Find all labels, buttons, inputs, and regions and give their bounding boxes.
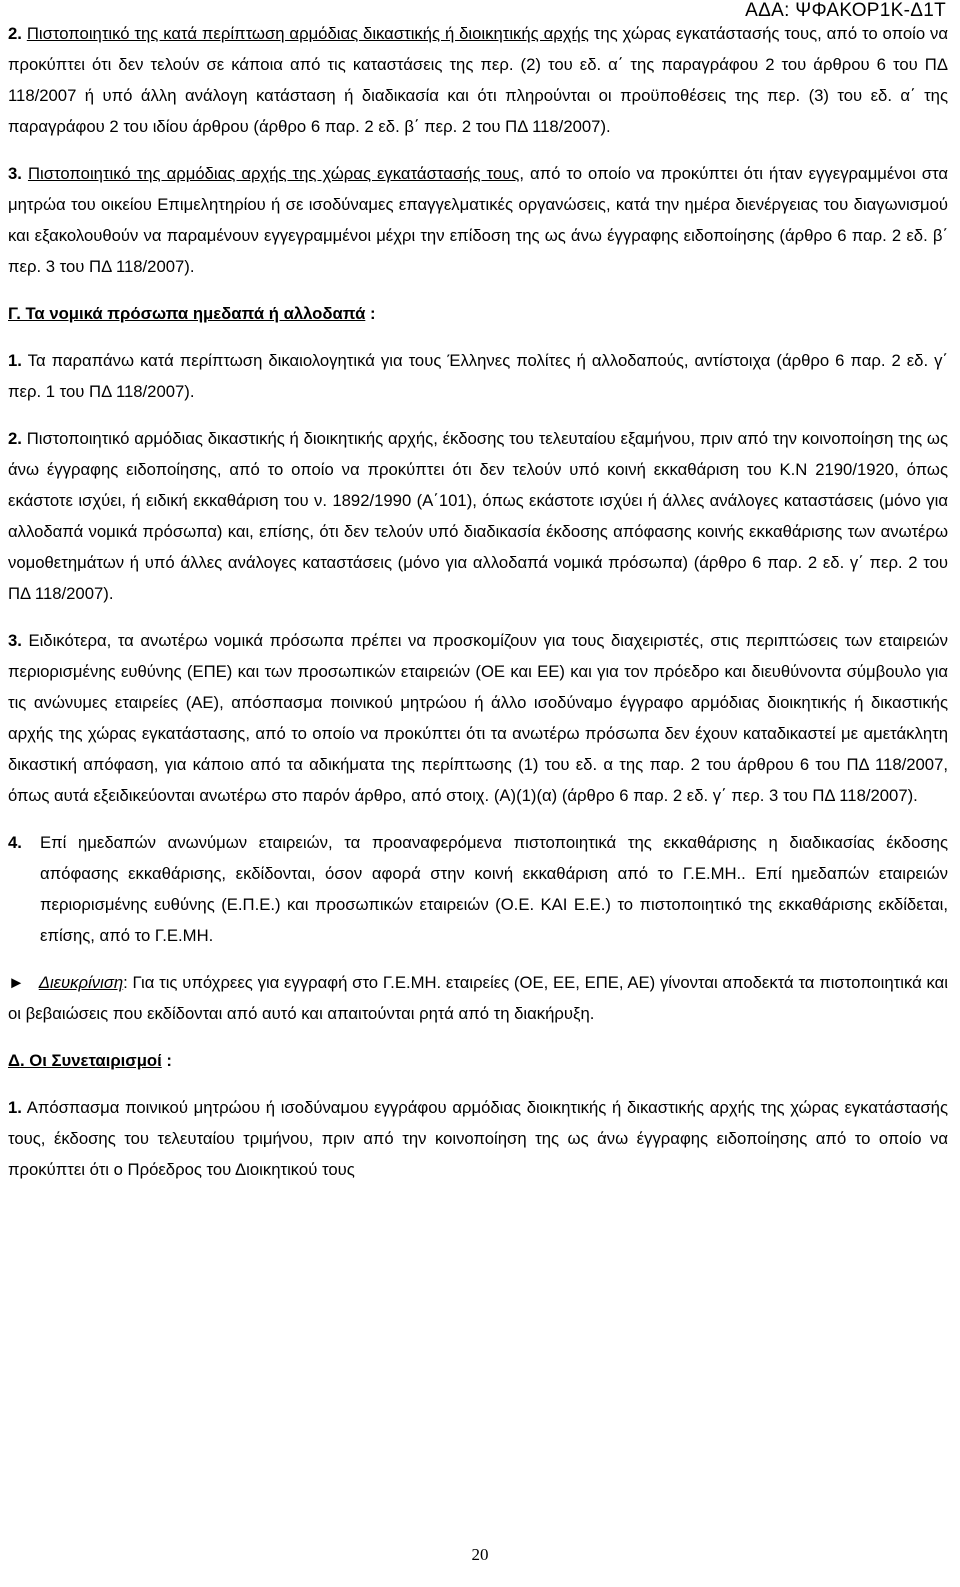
underlined-text: Πιστοποιητικό της αρμόδιας αρχής της χώρας εγκατάστασής τους: [27, 164, 520, 183]
item-number: 1.: [8, 1098, 22, 1117]
g-item-3: [8, 625, 948, 811]
paragraph-text: της χώρας εγκατάστασής τους, από το οποίο να προκύπτει ότι δεν τελούν σε κάποια από τις καταστάσεις της περ. (2) του εδ. α΄ της παραγράφου 2 του άρθρου 6 του ΠΔ 118/2007 ή υπό άλλη ανάλογη κατάσταση ή διαδικασία και ότι πληρούνται οι προϋποθέσεις της περ. (3) του εδ. α΄ της παραγράφου 2 του ιδίου άρθρου (άρθρο 6 παρ. 2 εδ. β΄ περ. 2 του ΠΔ 118/2007).: [8, 24, 948, 136]
item-text: Τα παραπάνω κατά περίπτωση δικαιολογητικά για τους Έλληνες πολίτες ή αλλοδαπούς, αντίστοιχα (άρθρο 6 παρ. 2 εδ. γ΄ περ. 1 του ΠΔ 118/2007).: [8, 351, 948, 401]
item-number: 3.: [8, 631, 22, 650]
heading-colon: :: [161, 1051, 172, 1070]
g-item-2: [8, 423, 948, 609]
item-number: 3.: [8, 164, 22, 183]
item-text: Πιστοποιητικό αρμόδιας δικαστικής ή διοικητικής αρχής, έκδοσης του τελευταίου εξαμήνου, πριν από την κοινοποίηση της ως άνω έγγραφης ειδοποίησης, από το οποίο να προκύπτει ότι δεν τελούν υπό κοινή εκκαθάριση του Κ.Ν 2190/1920, όπως εκάστοτε ισχύει, ή ειδική εκκαθάριση του ν. 1892/1990 (Α΄101), όπως εκάστοτε ισχύει ή άλλες ανάλογες καταστάσεις (μόνο για αλλοδαπά νομικά πρόσωπα) και, επίσης, ότι δεν τελούν υπό διαδικασία έκδοσης απόφασης κοινής εκκαθάρισης των ανωτέρω νομοθετημάτων ή υπό άλλες ανάλογες καταστάσεις (μόνο για αλλοδαπά νομικά πρόσωπα) (άρθρο 6 παρ. 2 εδ. γ΄ περ. 2 του ΠΔ 118/2007).: [8, 429, 948, 603]
g-item-1: [8, 345, 948, 407]
section-heading-g: [8, 298, 948, 329]
paragraph-3-certificate: [8, 158, 948, 282]
clarification-note: [8, 967, 948, 1029]
item-text: Απόσπασμα ποινικού μητρώου ή ισοδύναμου εγγράφου αρμόδιας διοικητικής ή δικαστικής αρχής της χώρας εγκατάστασής τους, έκδοσης του τελευταίου τριμήνου, πριν από την κοινοποίηση της ως άνω έγγραφης ειδοποίησης από το οποίο να προκύπτει ότι ο Πρόεδρος του Διοικητικού τους: [8, 1098, 948, 1179]
heading-colon: :: [365, 304, 376, 323]
section-heading-d: [8, 1045, 948, 1076]
underlined-text: Πιστοποιητικό της κατά περίπτωση αρμόδιας δικαστικής ή διοικητικής αρχής: [26, 24, 589, 43]
item-number: 1.: [8, 351, 22, 370]
document-id-header: ΑΔΑ: ΨΦΑΚΟΡ1Κ-Δ1Τ: [745, 0, 946, 21]
item-number: 4.: [8, 833, 22, 852]
item-number: 2.: [8, 429, 22, 448]
arrow-icon: ►: [8, 973, 25, 992]
heading-text: Δ. Οι Συνεταιρισμοί: [8, 1051, 162, 1070]
clarification-label: Διευκρίνιση: [38, 973, 124, 992]
item-number: 2.: [8, 24, 22, 43]
document-body: [8, 18, 948, 1185]
item-text: Ειδικότερα, τα ανωτέρω νομικά πρόσωπα πρέπει να προσκομίζουν για τους διαχειριστές, στις περιπτώσεις των εταιρειών περιορισμένης ευθύνης (ΕΠΕ) και των προσωπικών εταιρειών (ΟΕ και ΕΕ) και για τον πρόεδρο και διευθύνοντα σύμβουλο για τις ανώνυμες εταιρείες (ΑΕ), απόσπασμα ποινικού μητρώου ή άλλο ισοδύναμο έγγραφο αρμόδιας διοικητικής ή δικαστικής αρχής της χώρας εγκατάστασης, από το οποίο να προκύπτει ότι τα ανωτέρω πρόσωπα δεν έχουν καταδικαστεί με αμετάκλητη δικαστική απόφαση, για κάποιο από τα αδικήματα της περίπτωσης (1) του εδ. α της παρ. 2 του άρθρου 6 του ΠΔ 118/2007, όπως αυτά εξειδικεύονται ανωτέρω στο παρόν άρθρο, από στοιχ. (Α)(1)(α) (άρθρο 6 παρ. 2 εδ. γ΄ περ. 3 του ΠΔ 118/2007).: [8, 631, 948, 805]
paragraph-2-certificate: [8, 18, 948, 142]
d-item-1: [8, 1092, 948, 1185]
g-item-4: [8, 827, 948, 951]
clarification-text: : Για τις υπόχρεες για εγγραφή στο Γ.Ε.ΜΗ. εταιρείες (ΟΕ, ΕΕ, ΕΠΕ, ΑΕ) γίνονται αποδεκτά τα πιστοποιητικά και οι βεβαιώσεις που εκδίδονται από αυτό και απαιτούνται ρητά από τη διακήρυξη.: [8, 973, 948, 1023]
item-text: Επί ημεδαπών ανωνύμων εταιρειών, τα προαναφερόμενα πιστοποιητικά της εκκαθάρισης η διαδικασίας έκδοσης απόφασης εκκαθάρισης, εκδίδονται, όσον αφορά στην κοινή εκκαθάριση από το Γ.Ε.ΜΗ.. Επί ημεδαπών εταιρειών περιορισμένης ευθύνης (Ε.Π.Ε.) και προσωπικών εταιρειών (Ο.Ε. ΚΑΙ Ε.Ε.) το πιστοποιητικό της εκκαθάρισης εκδίδεται, επίσης, από το Γ.Ε.ΜΗ.: [40, 833, 948, 945]
paragraph-text: , από το οποίο να προκύπτει ότι ήταν εγγεγραμμένοι στα μητρώα του οικείου Επιμελητηρίου ή σε ισοδύναμες επαγγελματικές οργανώσεις, κατά την ημέρα διενέργειας του διαγωνισμού και εξακολουθούν να παραμένουν εγγεγραμμένοι μέχρι την επίδοση της ως άνω έγγραφης ειδοποίησης (άρθρο 6 παρ. 2 εδ. β΄ περ. 3 του ΠΔ 118/2007).: [8, 164, 949, 276]
heading-text: Γ. Τα νομικά πρόσωπα ημεδαπά ή αλλοδαπά: [8, 304, 366, 323]
page-number: 20: [471, 1545, 489, 1564]
